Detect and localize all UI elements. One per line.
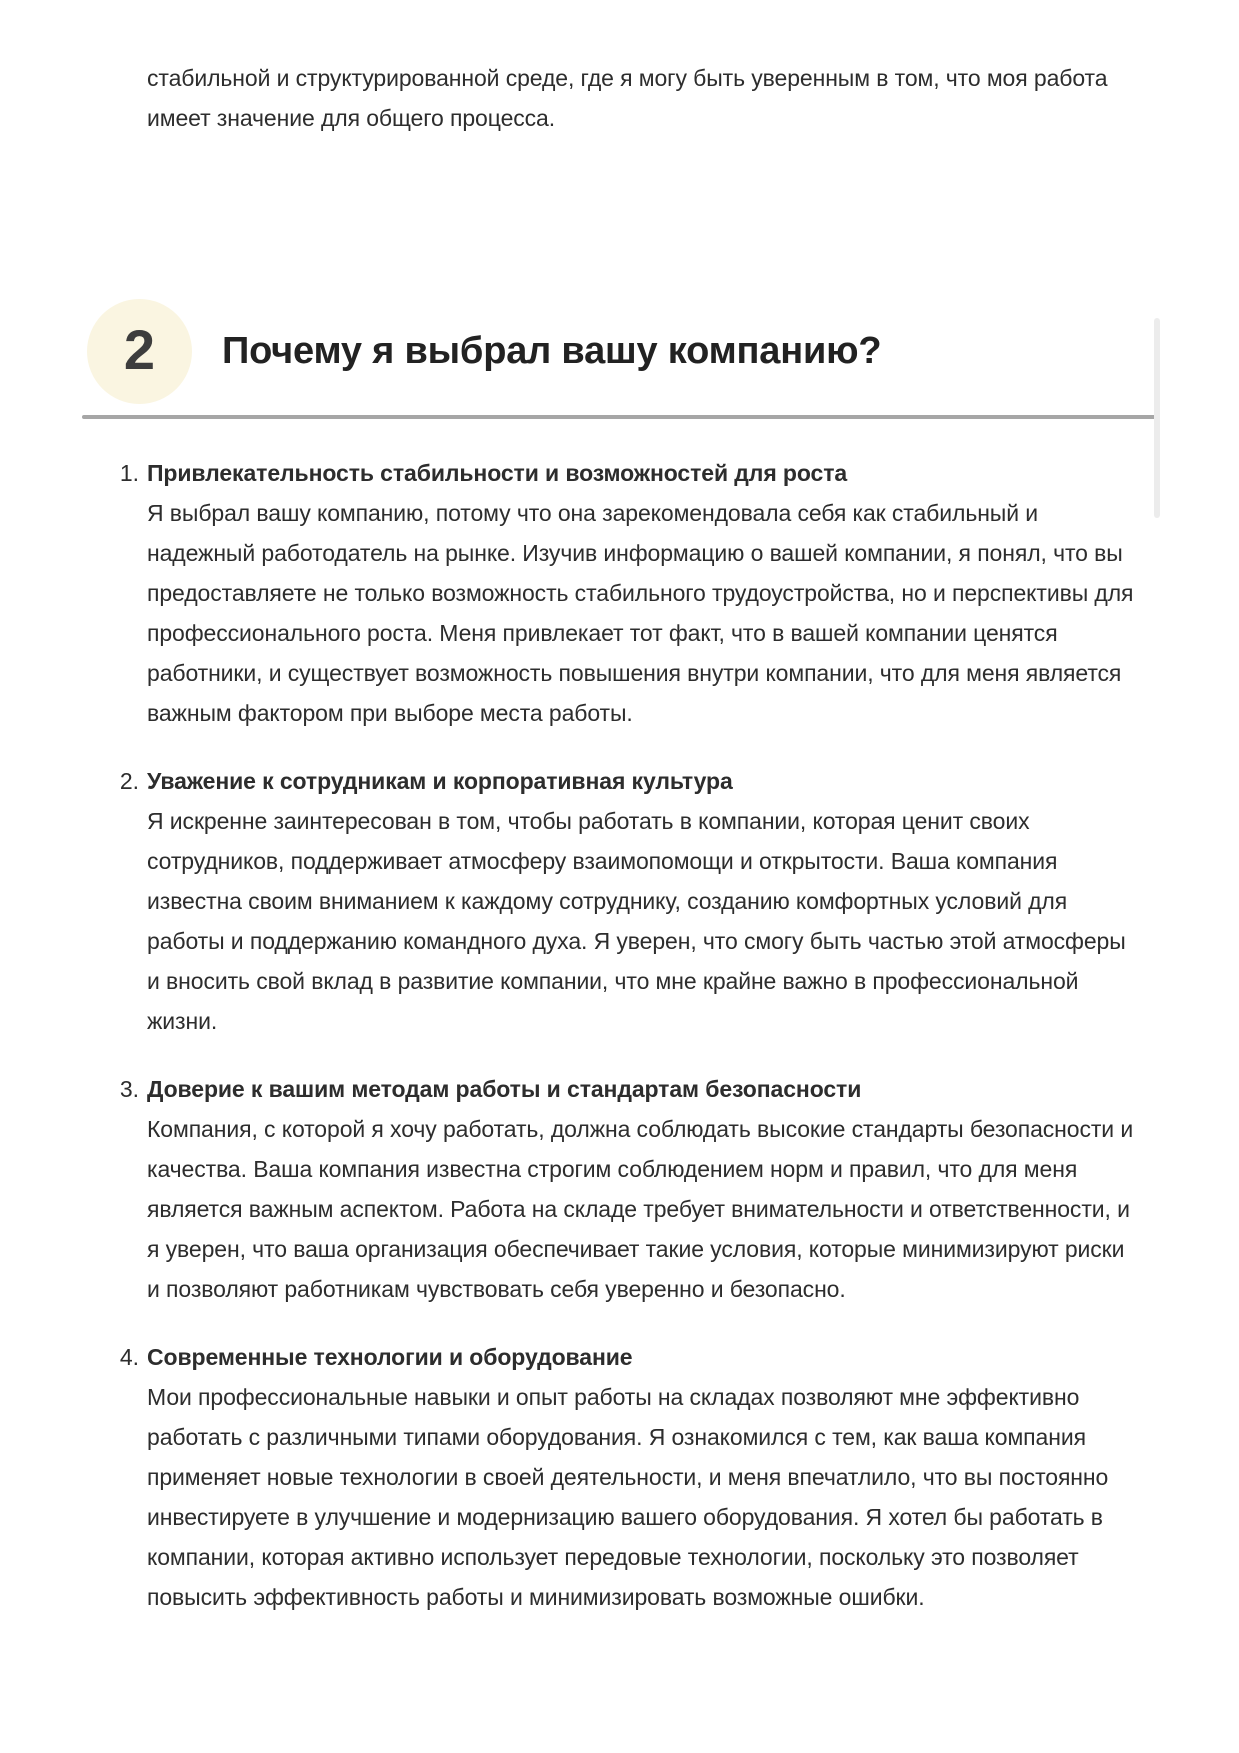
list-item-body: Компания, с которой я хочу работать, должна соблюдать высокие стандарты безопасности и качества. Ваша компания известна строгим соблюдением норм и правил, что для меня является важным аспектом. Работа на складе требует внимательности и ответственности, и я уверен, что ваша организация обеспечивает такие условия, которые минимизируют риски и позволяют работникам чувствовать себя уверенно и безопасно. — [147, 1116, 1134, 1302]
list-item-number: 3. — [119, 1076, 139, 1102]
list-item-body: Я искренне заинтересован в том, чтобы работать в компании, которая ценит своих сотрудников, поддерживает атмосферу взаимопомощи и открытости. Ваша компания известна своим вниманием к каждому сотруднику, созданию комфортных условий для работы и поддержанию командного духа. Я уверен, что смогу быть частью этой атмосферы и вносить свой вклад в развитие компании, что мне крайне важно в профессиональной жизни. — [147, 808, 1126, 1034]
list-item — [119, 1337, 1137, 1617]
list-item — [119, 761, 1137, 1041]
list-item-body: Мои профессиональные навыки и опыт работы на складах позволяют мне эффективно работать с различными типами оборудования. Я ознакомился с тем, как ваша компания применяет новые технологии в своей деятельности, и меня впечатлило, что вы постоянно инвестируете в улучшение и модернизацию вашего оборудования. Я хотел бы работать в компании, которая активно использует передовые технологии, поскольку это позволяет повысить эффективность работы и минимизировать возможные ошибки. — [147, 1384, 1109, 1610]
scrollbar-thumb[interactable] — [1154, 318, 1160, 518]
section-number-badge — [87, 299, 192, 404]
list-item-heading: Уважение к сотрудникам и корпоративная культура — [147, 768, 733, 794]
list-item-body: Я выбрал вашу компанию, потому что она зарекомендовала себя как стабильный и надежный работодатель на рынке. Изучив информацию о вашей компании, я понял, что вы предоставляете не только возможность стабильного трудоустройства, но и перспективы для профессионального роста. Меня привлекает тот факт, что в вашей компании ценятся работники, и существует возможность повышения внутри компании, что для меня является важным фактором при выборе места работы. — [147, 500, 1134, 726]
intro-continuation-paragraph: стабильной и структурированной среде, где я могу быть уверенным в том, что моя работа имеет значение для общего процесса. — [147, 65, 1108, 131]
list-item-number: 1. — [119, 460, 139, 486]
section-number: 2 — [123, 318, 156, 381]
document-page — [119, 0, 1137, 1617]
list-item-number: 2. — [119, 768, 139, 794]
list-item-heading: Доверие к вашим методам работы и стандартам безопасности — [147, 1076, 862, 1102]
reasons-list — [119, 419, 1137, 1617]
list-item-heading: Привлекательность стабильности и возможностей для роста — [147, 460, 848, 486]
section-title: Почему я выбрал вашу компанию? — [222, 329, 882, 372]
list-item — [119, 1069, 1137, 1309]
list-item-number: 4. — [119, 1344, 139, 1370]
list-item — [119, 453, 1137, 733]
list-item-heading: Современные технологии и оборудование — [147, 1344, 633, 1370]
section-header — [123, 296, 1137, 406]
